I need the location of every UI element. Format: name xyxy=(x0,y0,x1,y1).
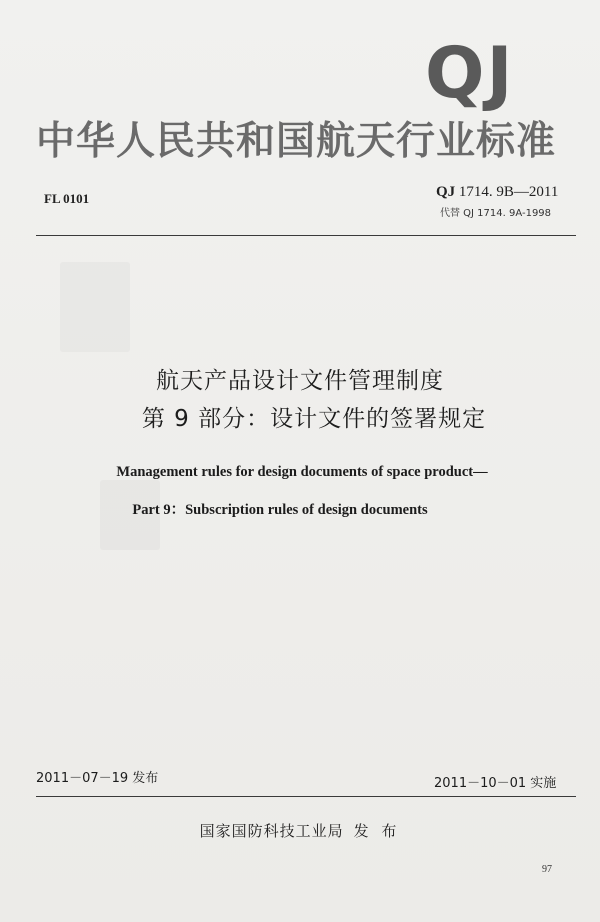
issue-date: 2011－07－19 发布 xyxy=(36,771,159,786)
implementation-date: 2011－10－01 实施 xyxy=(434,776,557,791)
header-divider xyxy=(36,235,576,236)
standard-number-value: 1714. 9B—2011 xyxy=(458,184,559,200)
chinese-title-line-1: 航天产品设计文件管理制度 xyxy=(156,368,444,394)
english-title-line-2: Part 9：Subscription rules of design documents xyxy=(132,502,428,518)
page-number: 97 xyxy=(542,864,552,875)
publisher-name: 国家国防科技工业局 xyxy=(199,822,344,840)
standard-category-title: 中华人民共和国航天行业标准 xyxy=(36,119,557,164)
classification-code: FL 0101 xyxy=(44,191,90,206)
publisher-action: 发 布 xyxy=(353,822,401,840)
publisher xyxy=(0,820,600,841)
standard-number xyxy=(436,184,558,201)
english-title-line-1: Management rules for design documents of space product— xyxy=(116,464,488,480)
standard-logo: QJ xyxy=(425,32,515,114)
replaces-note: 代替 QJ 1714. 9A-1998 xyxy=(440,208,552,219)
chinese-title-line-2: 第 9 部分：设计文件的签署规定 xyxy=(141,406,487,432)
standard-number-prefix: QJ xyxy=(436,184,456,200)
scan-smudge xyxy=(60,262,130,352)
footer-divider xyxy=(36,796,576,797)
